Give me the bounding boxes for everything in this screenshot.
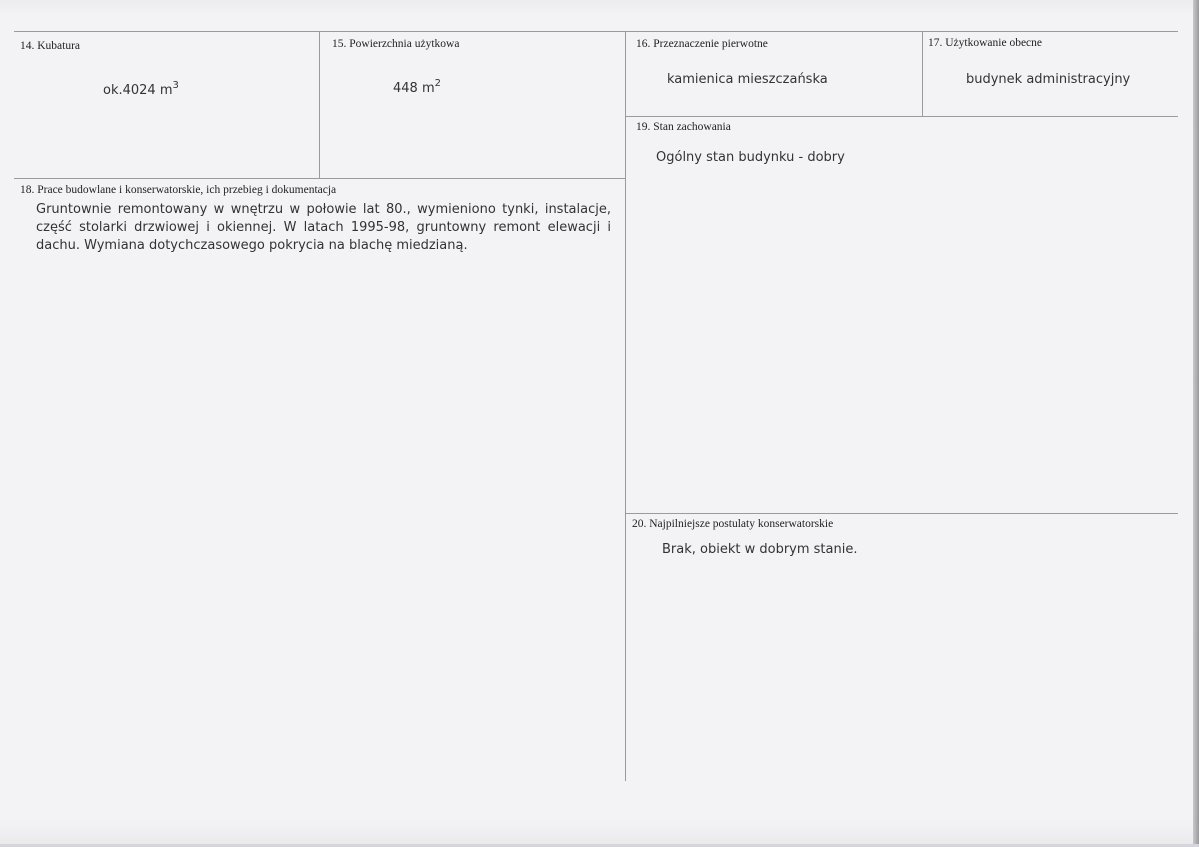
field-20-value: Brak, obiekt w dobrym stanie. [662,542,858,557]
field-18-label: 18. Prace budowlane i konserwatorskie, ich przebieg i dokumentacja [20,184,337,196]
field-16-label: 16. Przeznaczenie pierwotne [636,38,768,50]
field-16-value: kamienica mieszczańska [667,72,828,87]
field-17-value: budynek administracyjny [966,72,1131,87]
divider-16-17 [922,31,923,116]
field-18-text: Gruntownie remontowany w wnętrzu w połowie lat 80., wymieniono tynki, instalacje, część stolarki drzwiowej i okiennej. W latach 1995-98, gruntowny remont elewacji i dachu. Wymiana dotychczasowego pokrycia na blachę miedzianą. [36,202,611,253]
divider-14-15 [319,31,320,179]
field-14-value-text: ok.4024 m [103,83,173,98]
field-17-label: 17. Użytkowanie obecne [928,37,1043,49]
field-19-label: 19. Stan zachowania [636,121,731,133]
line-under-16-17 [625,116,1178,117]
field-15-value-text: 448 m [393,81,435,96]
field-15-superscript: 2 [434,78,441,89]
line-above-20 [625,513,1178,514]
field-15-value [393,78,441,96]
field-14-superscript: 3 [172,80,179,91]
line-above-18 [14,178,625,179]
divider-left-right [625,31,626,781]
field-14-label: 14. Kubatura [20,40,81,52]
field-20-label: 20. Najpilniejsze postulaty konserwatorskie [632,518,834,530]
scan-right-edge [1193,0,1199,847]
field-15-label: 15. Powierzchnia użytkowa [332,38,460,50]
field-19-value: Ogólny stan budynku - dobry [656,150,845,165]
field-14-value [103,80,179,98]
top-border-line [14,31,1178,32]
